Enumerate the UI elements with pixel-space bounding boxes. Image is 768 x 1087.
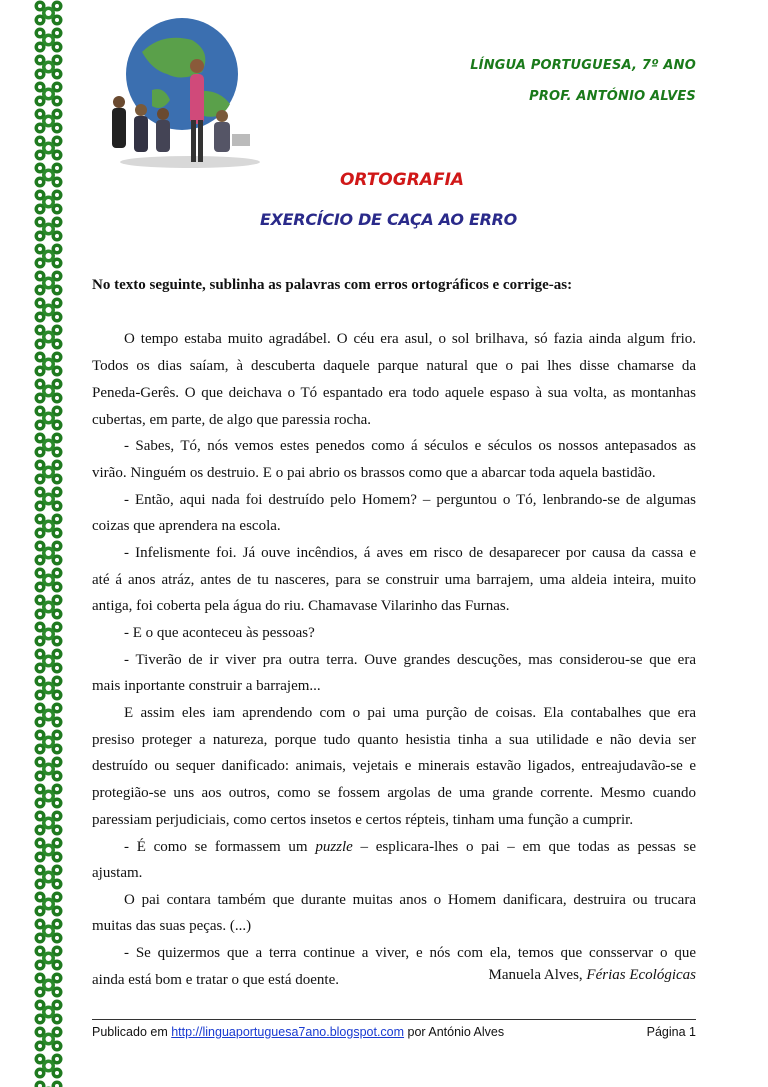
- flower-ornament: [35, 28, 63, 53]
- text-line: ainda está bom e tratar o que está doente.: [92, 972, 339, 988]
- flower-ornament: [35, 1027, 63, 1052]
- source-title: Férias Ecológicas: [586, 967, 696, 983]
- text-line: paressiam perjudiciais, como certos insetos e certos répteis, tinham uma função a cumprir.: [92, 812, 634, 828]
- text-line: - Infelismente foi. Já ouve incêndios, á aves em risco de desaparecer por causa da cassa e: [124, 545, 696, 561]
- flower-ornament: [35, 55, 63, 80]
- flower-ornament: [35, 649, 63, 674]
- flower-ornament: [35, 892, 63, 917]
- flower-ornament: [35, 460, 63, 485]
- flower-ornament: [35, 541, 63, 566]
- source-author: Manuela Alves,: [488, 967, 583, 983]
- flower-ornament: [35, 352, 63, 377]
- flower-ornament: [35, 1081, 63, 1087]
- text-line: O pai contara também que durante muitas anos o Homem danificara, destruira ou trucara: [124, 892, 696, 908]
- flower-ornament: [35, 730, 63, 755]
- flower-ornament: [35, 865, 63, 890]
- source-citation: [489, 967, 696, 984]
- flower-ornament: [35, 271, 63, 296]
- text-line: - Então, aqui nada foi destruído pelo Homem? – perguntou o Tó, lenbrando-se de algumas: [124, 492, 696, 508]
- text-line: até á anos atráz, antes de tu nasceres, para se construir uma barrajem, uma aldeia inteira, muito: [92, 572, 696, 588]
- flower-ornament: [35, 487, 63, 512]
- students-globe-image: [82, 12, 268, 172]
- text-line: protegião-se uns aos outros, como se fossem argolas de uma grande corrente. Mesmo cuando: [92, 785, 696, 801]
- text-fragment: - É como se formassem um: [124, 839, 308, 855]
- flower-ornament: [35, 595, 63, 620]
- flower-ornament: [35, 973, 63, 998]
- puzzle-word: puzzle: [315, 839, 353, 855]
- text-line: virão. Ninguém os destruio. E o pai abrio os brassos como que a abarcar toda aquela bastidão.: [92, 465, 656, 481]
- text-line: ajustam.: [92, 865, 143, 881]
- flower-ornament: [35, 757, 63, 782]
- flower-ornament: [35, 136, 63, 161]
- page-title: ORTOGRAFIA: [339, 170, 465, 190]
- flower-ornament: [35, 298, 63, 323]
- flower-ornament: [35, 433, 63, 458]
- text-line: - Sabes, Tó, nós vemos estes penedos como á séculos e séculos os nossos antepasados as: [124, 438, 696, 454]
- text-line: antiga, foi coberta pela água do riu. Chamavase Vilarinho das Furnas.: [92, 598, 510, 614]
- flower-ornament: [35, 379, 63, 404]
- flower-ornament: [35, 1054, 63, 1079]
- text-line: muitas das suas peças. (...): [92, 918, 252, 934]
- flower-ornament: [35, 811, 63, 836]
- text-line: mais inportante construir a barrajem...: [92, 678, 321, 694]
- flower-ornament: [35, 244, 63, 269]
- footer-prefix: Publicado em: [92, 1025, 168, 1039]
- page-subtitle: EXERCÍCIO DE CAÇA AO ERRO: [260, 210, 517, 229]
- text-line: coizas que aprendera na escola.: [92, 518, 281, 534]
- flower-ornament: [35, 784, 63, 809]
- flower-ornament: [35, 325, 63, 350]
- flower-ornament: [35, 1000, 63, 1025]
- flower-ornament: [35, 676, 63, 701]
- text-fragment: – esplicara-lhes o pai – em que todas as pessas se: [360, 839, 697, 855]
- header-subject: LÍNGUA PORTUGUESA, 7º ANO: [470, 58, 696, 73]
- text-line: destruído ou sequer danificado: animais, vejetais e minerais estavão ligados, entreajudavão-se e: [92, 758, 696, 774]
- flower-ornament: [35, 622, 63, 647]
- text-line-puzzle: [92, 834, 696, 861]
- flower-ornament: [35, 1, 63, 26]
- blog-link[interactable]: http://linguaportuguesa7ano.blogspot.com: [171, 1025, 405, 1039]
- text-line: - Se quizermos que a terra continue a viver, e nós com ela, temos que consservar o que: [124, 945, 696, 961]
- flower-ornament: [35, 109, 63, 134]
- footer-divider: [92, 1019, 696, 1020]
- text-line: Peneda-Gerês. O que deichava o Tó espantado era todo aquele espaso à sua volta, as montanhas: [92, 385, 696, 401]
- text-line: - Tiverão de ir viver pra outra terra. Ouve grandes descuções, mas considerou-se que era: [124, 652, 696, 668]
- flower-ornament: [35, 406, 63, 431]
- text-line: E assim eles iam aprendendo com o pai uma purção de coisas. Ela contabalhes que era: [124, 705, 696, 721]
- flower-ornament: [35, 190, 63, 215]
- flower-ornament: [35, 82, 63, 107]
- flower-ornament: [35, 514, 63, 539]
- page-number: Página 1: [646, 1025, 696, 1039]
- text-line: presiso proteger a natureza, porque tudo quanto hesistia tinha a sua utilidade e não devia ser: [92, 732, 696, 748]
- instruction: No texto seguinte, sublinha as palavras com erros ortográficos e corrige-as:: [92, 277, 573, 293]
- decorative-flower-border: [30, 0, 68, 1087]
- flower-ornament: [35, 946, 63, 971]
- flower-ornament: [35, 919, 63, 944]
- text-line: Todos os dias saíam, à descuberta daquele parque natural que o pai lhes disse chamarse da: [92, 358, 696, 374]
- text-line: - E o que aconteceu às pessoas?: [124, 625, 315, 641]
- flower-ornament: [35, 217, 63, 242]
- footer-suffix: por António Alves: [407, 1025, 505, 1039]
- text-line: O tempo estaba muito agradábel. O céu era asul, o sol brilhava, só fazia ainda algum frio.: [124, 331, 696, 347]
- flower-ornament: [35, 568, 63, 593]
- flower-ornament: [35, 703, 63, 728]
- header-teacher: PROF. ANTÓNIO ALVES: [529, 89, 696, 104]
- text-line: cubertas, em parte, de algo que paressia rocha.: [92, 412, 372, 428]
- footer: [92, 1025, 696, 1039]
- flower-ornament: [35, 838, 63, 863]
